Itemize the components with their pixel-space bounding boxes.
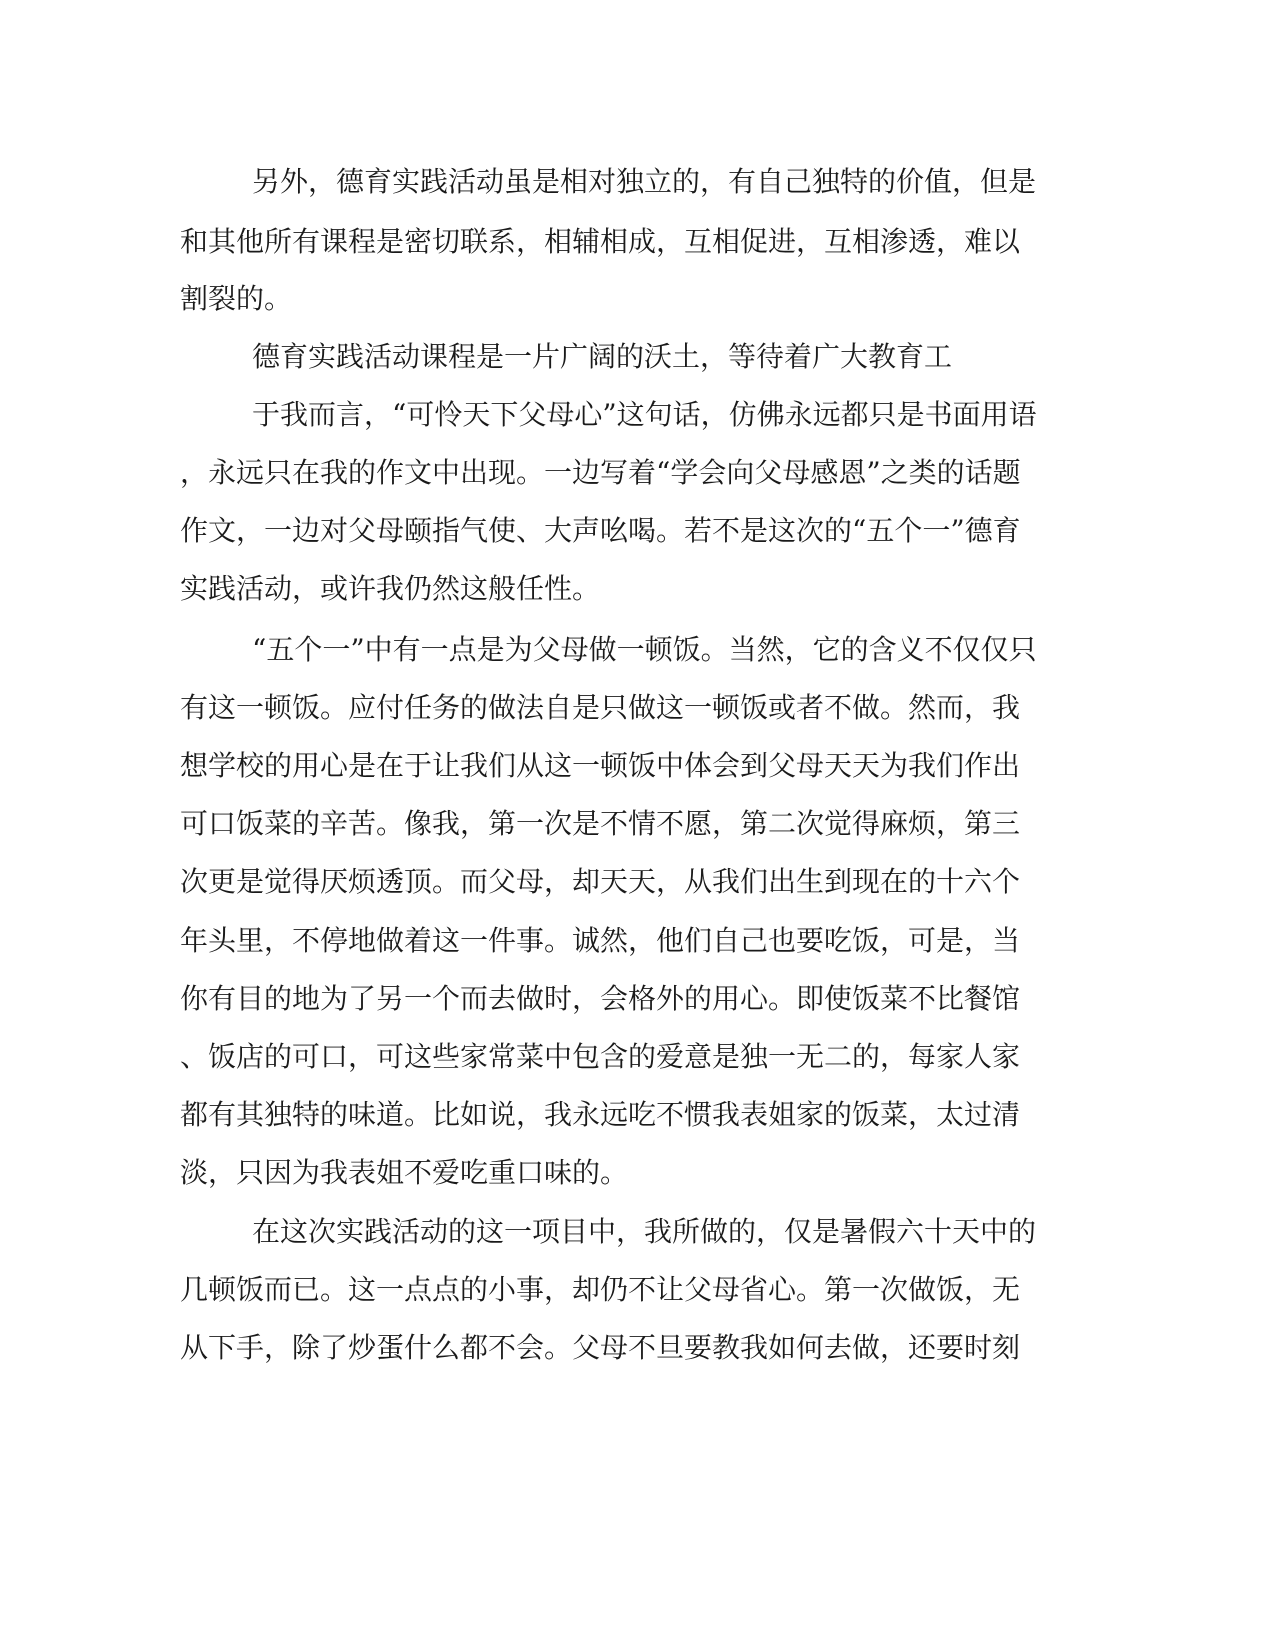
text-line: 和其他所有课程是密切联系，相辅相成，互相促进，互相渗透，难以 (180, 225, 1021, 258)
text-line: 、饭店的可口，可这些家常菜中包含的爱意是独一无二的，每家人家 (180, 1040, 1021, 1073)
text-line: 割裂的。 (180, 282, 293, 315)
text-line: “五个一”中有一点是为父母做一顿饭。当然，它的含义不仅仅只 (252, 633, 1037, 666)
text-line: 实践活动，或许我仍然这般任性。 (180, 572, 601, 605)
text-line: 几顿饭而已。这一点点的小事，却仍不让父母省心。第一次做饭，无 (180, 1273, 1021, 1306)
text-line: 作文，一边对父母颐指气使、大声吆喝。若不是这次的“五个一”德育 (180, 514, 1021, 547)
text-line: 可口饭菜的辛苦。像我，第一次是不情不愿，第二次觉得麻烦，第三 (180, 807, 1021, 840)
text-line: ，永远只在我的作文中出现。一边写着“学会向父母感恩”之类的话题 (180, 456, 1021, 489)
text-line: 都有其独特的味道。比如说，我永远吃不惯我表姐家的饭菜，太过清 (180, 1098, 1021, 1131)
text-line: 有这一顿饭。应付任务的做法自是只做这一顿饭或者不做。然而，我 (180, 691, 1021, 724)
text-line: 德育实践活动课程是一片广阔的沃土，等待着广大教育工 (252, 340, 953, 373)
text-line: 你有目的地为了另一个而去做时，会格外的用心。即使饭菜不比餐馆 (180, 982, 1021, 1015)
text-line: 次更是觉得厌烦透顶。而父母，却天天，从我们出生到现在的十六个 (180, 865, 1021, 898)
text-line: 年头里，不停地做着这一件事。诚然，他们自己也要吃饭，可是，当 (180, 924, 1021, 957)
text-line: 在这次实践活动的这一项目中，我所做的，仅是暑假六十天中的 (252, 1215, 1037, 1248)
text-line: 想学校的用心是在于让我们从这一顿饭中体会到父母天天为我们作出 (180, 749, 1021, 782)
text-line: 另外，德育实践活动虽是相对独立的，有自己独特的价值，但是 (252, 165, 1037, 198)
text-line: 从下手，除了炒蛋什么都不会。父母不旦要教我如何去做，还要时刻 (180, 1331, 1021, 1364)
text-line: 于我而言，“可怜天下父母心”这句话，仿佛永远都只是书面用语 (252, 398, 1037, 431)
text-line: 淡，只因为我表姐不爱吃重口味的。 (180, 1156, 629, 1189)
